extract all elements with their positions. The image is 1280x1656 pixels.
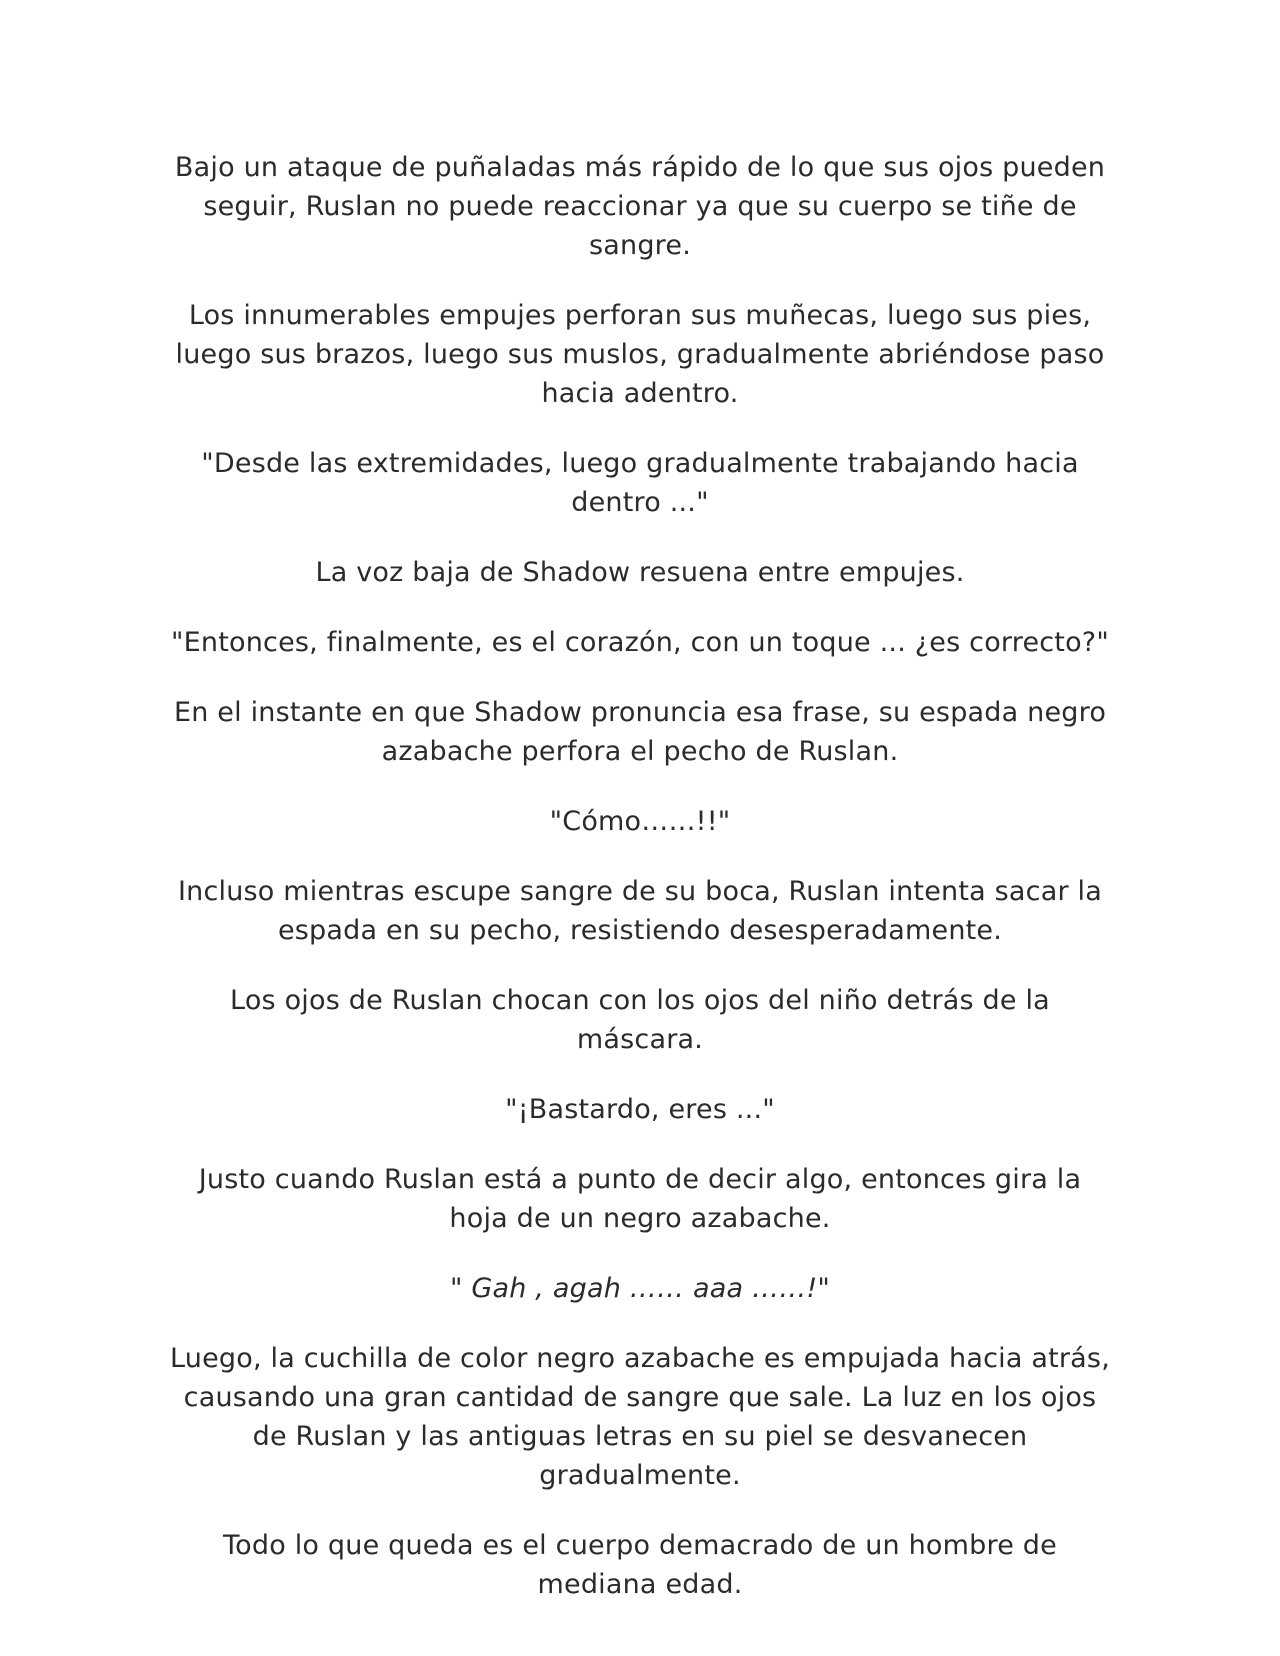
story-text: [170, 148, 1110, 1635]
paragraph: La voz baja de Shadow resuena entre empujes.: [315, 557, 965, 588]
paragraph: Bajo un ataque de puñaladas más rápido de lo que sus ojos pueden seguir, Ruslan no puede reaccionar ya que su cuerpo se tiñe de sangre.: [174, 152, 1106, 261]
paragraph: Los ojos de Ruslan chocan con los ojos del niño detrás de la máscara.: [230, 985, 1050, 1055]
paragraph: En el instante en que Shadow pronuncia esa frase, su espada negro azabache perfora el pecho de Ruslan.: [173, 697, 1107, 767]
paragraph: Los innumerables empujes perforan sus muñecas, luego sus pies, luego sus brazos, luego sus muslos, gradualmente abriéndose paso hacia adentro.: [175, 300, 1105, 409]
dialogue-line: " Gah , agah …… aaa ……!": [449, 1273, 831, 1304]
dialogue-line: "Desde las extremidades, luego gradualmente trabajando hacia dentro ...": [201, 448, 1079, 518]
paragraph: Incluso mientras escupe sangre de su boca, Ruslan intenta sacar la espada en su pecho, resistiendo desesperadamente.: [178, 876, 1102, 946]
dialogue-line: "Cómo……!!": [549, 806, 731, 837]
dialogue-line: "Entonces, finalmente, es el corazón, con un toque ... ¿es correcto?": [171, 627, 1109, 658]
paragraph: Todo lo que queda es el cuerpo demacrado de un hombre de mediana edad.: [223, 1530, 1057, 1600]
dialogue-line: "¡Bastardo, eres ...": [505, 1094, 775, 1125]
paragraph: Justo cuando Ruslan está a punto de decir algo, entonces gira la hoja de un negro azabache.: [198, 1164, 1082, 1234]
paragraph: Luego, la cuchilla de color negro azabache es empujada hacia atrás, causando una gran cantidad de sangre que sale. La luz en los ojos de Ruslan y las antiguas letras en su piel se desvanecen gradualmente.: [170, 1343, 1110, 1491]
